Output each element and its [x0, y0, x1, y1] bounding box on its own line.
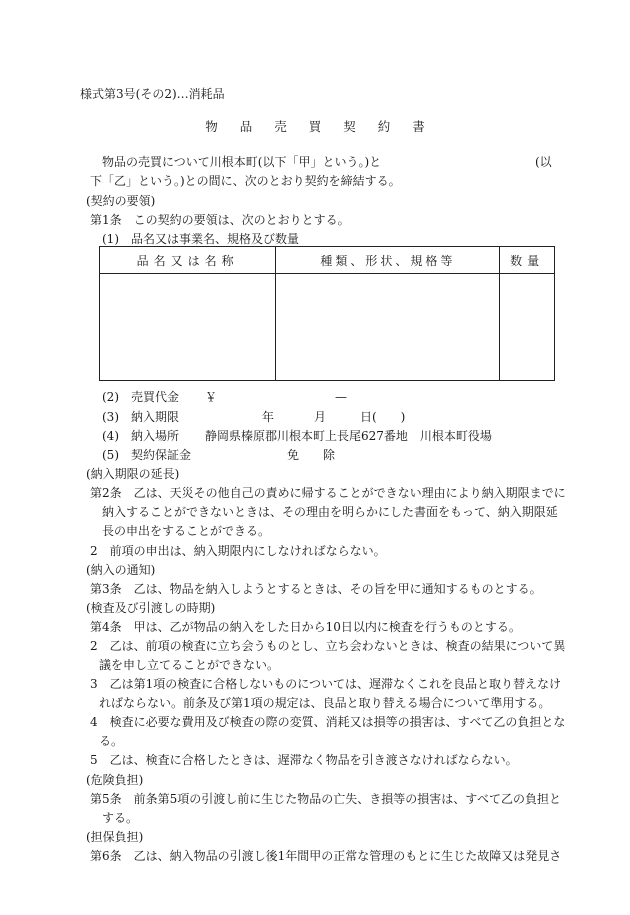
article-2-line-1: 第2条 乙は、天災その他自己の責めに帰することができない理由により納入期限までに: [90, 486, 566, 500]
document-title: [0, 121, 630, 134]
heading-warranty: (担保負担): [86, 830, 144, 844]
item-1-label: (1) 品名又は事業名、規格及び数量: [102, 232, 299, 246]
article-4-para-4-line-2: る。: [99, 734, 124, 748]
article-5-line-2: する。: [102, 811, 139, 825]
title-char: 買: [308, 119, 322, 134]
title-char: 売: [274, 119, 287, 134]
article-4-para-3-line-2: ればならない。前条及び第1項の規定は、良品と取り替える場合について準用する。: [99, 696, 551, 710]
heading-notice: (納入の通知): [86, 563, 156, 577]
table-header-row: [100, 247, 555, 274]
deadline-day: 日( ): [360, 410, 406, 424]
article-5-line-1: 第5条 前条第5項の引渡し前に生じた物品の亡失、き損等の損害は、すべて乙の負担と: [90, 792, 562, 806]
item-4-label: (4) 納入場所: [102, 429, 179, 443]
article-2-line-2: 納入することができないときは、その理由を明らかにした書面をもって、納入期限延: [102, 505, 558, 519]
heading-inspection: (検査及び引渡しの時期): [86, 601, 216, 615]
delivery-place: 静岡県榛原郡川根本町上長尾627番地 川根本町役場: [205, 429, 492, 443]
header-item-name: 品名又は名称: [100, 247, 276, 274]
form-number: 様式第3号(その2)…消耗品: [80, 87, 225, 101]
title-char: 約: [377, 119, 391, 134]
title-char: 契: [343, 119, 356, 134]
deadline-year: 年: [262, 410, 275, 424]
items-table: [99, 246, 555, 381]
article-4-para-5: 5 乙は、検査に合格したときは、遅滞なく物品を引き渡さなければならない。: [90, 753, 518, 767]
intro-line-2: 下「乙」という。)との間に、次のとおり契約を締結する。: [90, 174, 401, 188]
article-1: 第1条 この契約の要領は、次のとおりとする。: [90, 213, 350, 227]
deposit-value: 免 除: [287, 448, 336, 462]
item-3-label: (3) 納入期限: [102, 410, 179, 424]
item-2-label: (2) 売買代金: [102, 390, 179, 404]
article-3: 第3条 乙は、物品を納入しようとするときは、その旨を甲に通知するものとする。: [90, 582, 542, 596]
heading-extension: (納入期限の延長): [86, 467, 180, 481]
heading-contract-terms: (契約の要領): [86, 194, 156, 208]
title-char: 書: [412, 119, 425, 134]
cell-quantity: [500, 274, 555, 381]
header-specs: 種類、形状、規格等: [276, 247, 500, 274]
article-4-para-2-line-1: 2 乙は、前項の検査に立ち会うものとし、立ち会わないときは、検査の結果について異: [90, 639, 566, 653]
article-4-para-2-line-2: 議を申し立てることができない。: [99, 658, 280, 672]
cell-specs: [276, 274, 500, 381]
title-char: 物: [205, 119, 218, 134]
article-4-para-4-line-1: 4 検査に必要な費用及び検査の際の変質、消耗又は損等の損害は、すべて乙の負担とな: [90, 715, 566, 729]
article-2-para-2: 2 前項の申出は、納入期限内にしなければならない。: [90, 544, 386, 558]
article-4-para-3-line-1: 3 乙は第1項の検査に合格しないものについては、遅滞なくこれを良品と取り替えなけ: [90, 677, 562, 691]
article-4: 第4条 甲は、乙が物品の納入をした日から10日以内に検査を行うものとする。: [90, 620, 521, 634]
article-2-line-3: 長の申出をすることができる。: [102, 524, 271, 538]
item-5-label: (5) 契約保証金: [102, 448, 191, 462]
yen-sign: ￥: [205, 390, 218, 404]
intro-line-1-end: (以: [535, 155, 552, 169]
deadline-month: 月: [314, 410, 327, 424]
price-dash: —: [335, 390, 347, 404]
title-char: 品: [239, 119, 253, 134]
intro-line-1: 物品の売買について川根本町(以下「甲」という。)と: [102, 155, 382, 169]
cell-item-name: [100, 274, 276, 381]
article-6-line-1: 第6条 乙は、納入物品の引渡し後1年間甲の正常な管理のもとに生じた故障又は発見さ: [90, 849, 562, 863]
table-row: [100, 274, 555, 381]
header-quantity: 数量: [500, 247, 555, 274]
heading-risk: (危険負担): [86, 773, 144, 787]
